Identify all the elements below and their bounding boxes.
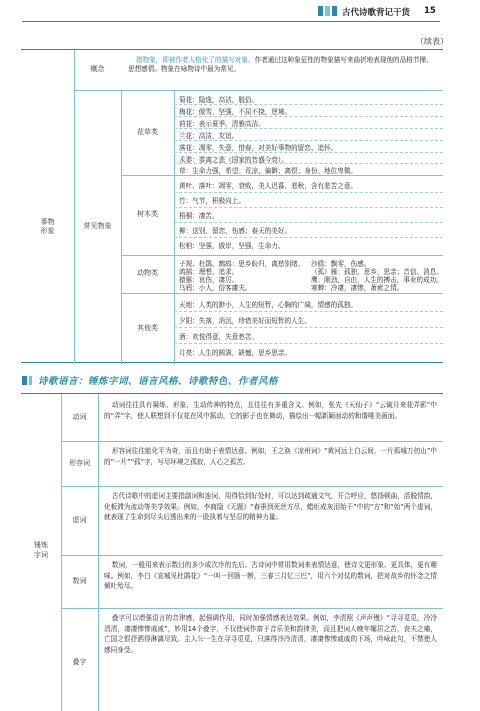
concept-rest: 作者通过这种象征性的物象描写来曲折地表现他的品格节操、思想感情。物象在咏物诗中最为常见。 xyxy=(128,56,433,73)
row-dash xyxy=(174,343,443,344)
concept-text xyxy=(128,56,438,73)
row-dash xyxy=(174,140,443,141)
row-dash xyxy=(174,327,443,328)
imagery-row: 子规、杜鹃、鹧鸪：思乡盼归，离愁别绪。 xyxy=(179,260,305,268)
imagery-row: 松柏：坚强，傲岸，坚强，生命力。 xyxy=(179,242,285,250)
header-block xyxy=(318,6,323,16)
continued-label: （续表） xyxy=(416,37,448,46)
col-divider xyxy=(174,90,175,364)
imagery-row: 乌鸦：小人，俗客庸夫。 xyxy=(179,284,252,292)
running-header xyxy=(0,0,480,22)
diction-explanation: 数词，一般用来表示数目的多少或次序的先后。古诗词中常用数词来表情达意，使诗文更形象、更具体，更有趣味。例如，李白《宣城见杜鹃花》“一叫一回肠一断，三春三月忆三巴”，用六个对仗的数词，把对故乡的怀念之情倾吐殆尽。 xyxy=(104,561,437,591)
diction-explanation: 古代诗歌中的虚词主要指副词和连词，用得恰到好处时，可以达到疏通文气，开合呼应，悠扬顿曲，活脱情韵，化板滞为流动等美学效果。例如，李商隐《无题》“春蚕到死丝方尽，蜡炬成灰泪始干”中的“方”和“始”两个虚词，就表现了生命到尽头后透出来的一股执着与坚忍的精神力量。 xyxy=(104,492,437,522)
group-label: 花草类 xyxy=(137,127,158,136)
header-color-blocks xyxy=(318,6,337,16)
group-label: 动物类 xyxy=(137,269,158,278)
common-label: 常见物象 xyxy=(83,222,112,231)
diction-type-label: 动词 xyxy=(72,412,87,421)
diction-explanation: 叠字可以增强语言的音律感，起强调作用，同时加强情感表达效果。例如，李清照《声声慢》“寻寻觅觅，冷冷清清，凄凄惨惨戚戚”，妙用14个叠字，不仅使词作富于音乐美和韵律美，而且把词人晚年孀居之苦，丧夫之痛，亡国之恨抒洒得淋漓尽致。主人公一生在寻寻觅觅，只落得冷冷清清，凄凄惨惨戚戚的下场，吟咏此句，不禁使人感同身受。 xyxy=(104,614,437,654)
imagery-row: 落花：凋零，失意，惜春，对美好事物的留恋、追怀。 xyxy=(179,144,338,152)
row-dash xyxy=(174,104,443,105)
imagery-row: 鸿鹄：理想，追求。 xyxy=(179,268,239,276)
diction-type-label: 叠字 xyxy=(72,657,87,666)
imagery-row: 草：生命力强，希望；荒凉，偏僻；离恨；身份、地位卑微。 xyxy=(179,167,358,175)
section-title: 诗歌语言：锤炼字词、语言风格、诗歌特色、作者风格 xyxy=(38,376,279,387)
category-text: 事物形象 xyxy=(40,217,55,235)
imagery-row: 梧桐：凄苦。 xyxy=(179,212,219,220)
imagery-row: （孤）雁：孤独，思乡，思亲；音信、消息。 xyxy=(311,268,443,276)
diction-type-label: 虚词 xyxy=(72,515,87,524)
header-title: 古代诗歌背记干货 xyxy=(342,8,411,18)
imagery-row: 竹：气节，积极向上。 xyxy=(179,197,245,205)
imagery-row: 猿猴：哀伤，凄厉。 xyxy=(179,276,239,284)
imagery-row: 柳：送别，留恋，伤感；春天的美好。 xyxy=(179,227,292,235)
imagery-row: 梅花：傲雪，坚强，不屈不挠，逆境。 xyxy=(179,108,292,116)
row-divider xyxy=(61,486,443,487)
imagery-row: 荷花：表示夏季，清雅高洁。 xyxy=(179,120,265,128)
concept-label: 概念 xyxy=(90,65,105,74)
imagery-row: 寒蝉：冷凄，凄惨，萧索之情。 xyxy=(311,284,404,292)
row-dash xyxy=(174,311,443,312)
diction-type-label: 数词 xyxy=(72,576,87,585)
category-label xyxy=(21,50,74,364)
row-dash xyxy=(174,163,443,164)
row-dash xyxy=(174,192,443,193)
header-rule xyxy=(22,21,440,22)
diction-explanation: 形容词往往能化平为奇，而且有助于表情达意。例如，王之涣《凉州词》“黄河远上白云间，一片孤城万仞山”中的“一片”“孤”字，写尽环境之孤寂，人心之孤苦。 xyxy=(104,447,437,466)
concept-lead: 指物象，即被作者人格化了的描写对象。 xyxy=(135,56,255,64)
group-label: 树木类 xyxy=(137,210,158,219)
row-divider xyxy=(61,555,443,556)
header-block xyxy=(325,6,330,16)
imagery-row: 夕阳：失落，消沉，珍惜美好而短暂的人生。 xyxy=(179,317,311,325)
imagery-row: 月亮：人生的圆满，缺憾，思乡思亲。 xyxy=(179,349,292,357)
section-marker xyxy=(22,376,27,385)
section-marker xyxy=(29,376,32,385)
imagery-row: 沙鸥：飘零，伤感。 xyxy=(311,260,371,268)
diction-explanation: 动词往往具有凝练、形象、生动传神的特点，且往往有多重含义。例如，张先《天仙子》“云破月来花弄影”中的“弄”字，使人联想到不仅花在风中摇动，它的影子也在舞动，描绘出一幅新颖面动的和谐唯美画面。 xyxy=(104,401,437,420)
row-dash xyxy=(174,152,443,153)
row-divider xyxy=(61,441,443,442)
header-block xyxy=(332,6,337,16)
row-dash xyxy=(174,222,443,223)
row-dash xyxy=(174,207,443,208)
imagery-row: 禾黍：黍离之悲（国家的昔盛今衰）。 xyxy=(179,156,288,164)
imagery-table xyxy=(21,49,443,363)
diction-type-label: 形容词 xyxy=(69,458,90,467)
imagery-row: 黄叶、落叶：凋零，衰败，美人迟暮，悲秋，含有悲苦之意。 xyxy=(179,182,358,190)
imagery-row: 天地：人类的渺小，人生的短暂，心胸的广阔，情感的孤独。 xyxy=(179,301,358,309)
imagery-row: 菊花：隐逸，高洁，脱俗。 xyxy=(179,96,259,104)
row-divider xyxy=(61,608,443,609)
imagery-row: 酒：欢悦得意，失意愁苦。 xyxy=(179,333,259,341)
imagery-row: 兰花：高洁，友谊。 xyxy=(179,132,239,140)
group-label: 其他类 xyxy=(137,323,158,332)
category-text: 锤炼字词 xyxy=(34,541,48,559)
row-dash xyxy=(174,128,443,129)
imagery-row: 鹰：刚劲，自由，人生的搏击，事业的成功。 xyxy=(311,276,443,284)
row-dash xyxy=(174,116,443,117)
section-banner xyxy=(22,373,278,387)
category-label xyxy=(21,394,61,711)
diction-table xyxy=(21,393,443,711)
page-number: 15 xyxy=(424,6,436,16)
row-dash xyxy=(174,237,443,238)
